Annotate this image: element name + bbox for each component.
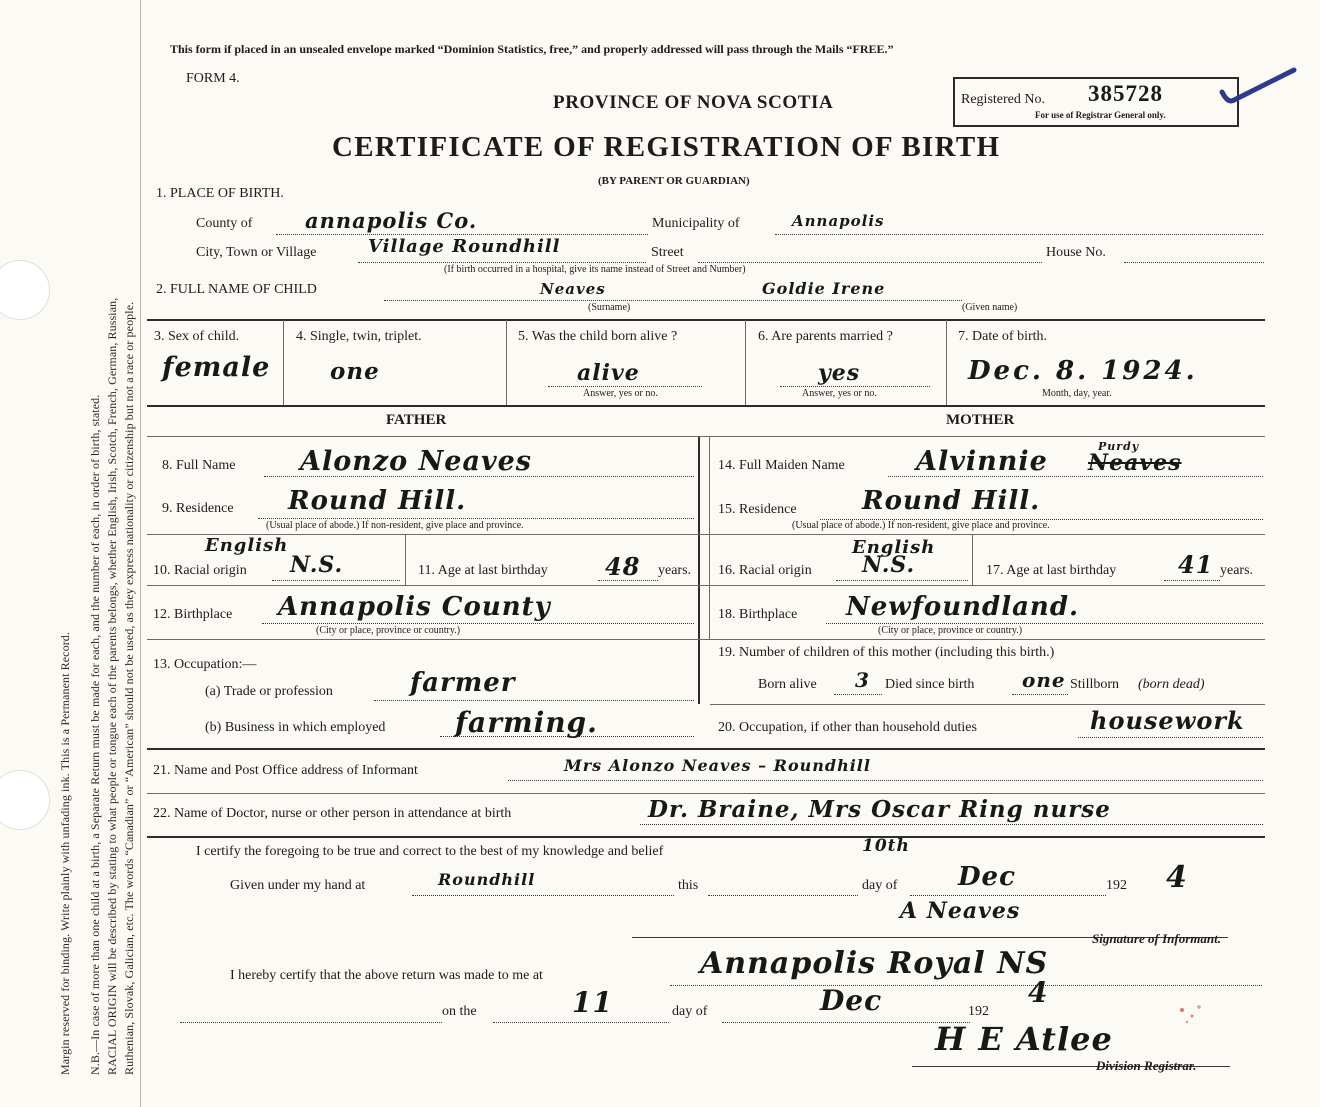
row-divider-certify xyxy=(147,836,1265,838)
province-heading: PROVINCE OF NOVA SCOTIA xyxy=(553,92,834,113)
registered-note: For use of Registrar General only. xyxy=(1035,110,1166,120)
row-divider-informant xyxy=(147,748,1265,750)
surname-note: (Surname) xyxy=(588,302,631,313)
mother-racial-value: N.S. xyxy=(862,552,916,578)
certify-day-suffix: 10th xyxy=(862,836,910,856)
father-racial-divider xyxy=(405,535,406,585)
registrar-statement: I hereby certify that the above return was made to me at xyxy=(230,968,543,983)
sex-label: 3. Sex of child. xyxy=(154,329,240,344)
margin-racial-note: RACIAL ORIGIN will be described by stating to what people or tongue each of the parents belongs, whether English, Irish, Scotch, French, German, Russian, xyxy=(105,297,119,1075)
municipality-label: Municipality of xyxy=(652,216,740,231)
mother-occupation-line xyxy=(1078,737,1263,738)
mother-name-value: Alvinnie xyxy=(916,446,1048,477)
row-divider-occupation xyxy=(147,639,1265,640)
child-surname: Neaves xyxy=(540,280,606,298)
mother-residence-label: 15. Residence xyxy=(718,502,797,517)
place-section-label: 1. PLACE OF BIRTH. xyxy=(156,186,284,201)
mother-racial-line xyxy=(836,580,968,581)
city-value: Village Roundhill xyxy=(368,236,561,257)
municipality-line xyxy=(775,234,1263,235)
dob-value: Dec. 8. 1924. xyxy=(968,356,1198,386)
on-the-label: on the xyxy=(442,1004,477,1019)
mother-years: years. xyxy=(1220,563,1254,578)
stillborn-note: (born dead) xyxy=(1138,677,1205,692)
married-line xyxy=(780,386,930,387)
informant-label: 21. Name and Post Office address of Informant xyxy=(153,763,418,778)
mother-name-correction: Purdy xyxy=(1098,440,1140,453)
child-name-line xyxy=(384,300,962,301)
mother-racial-divider xyxy=(972,535,973,585)
registrar-signature-label: Division Registrar. xyxy=(1096,1058,1197,1073)
born-alive-line xyxy=(834,694,882,695)
mother-birthplace-label: 18. Birthplace xyxy=(718,607,798,622)
plurality-label: 4. Single, twin, triplet. xyxy=(296,329,422,344)
father-racial-above: English xyxy=(205,535,289,556)
certify-year-prefix: 192 xyxy=(1106,878,1127,893)
registrar-day-value: 11 xyxy=(572,986,613,1019)
municipality-value: Annapolis xyxy=(792,212,885,230)
red-stamp-mark xyxy=(1172,998,1212,1028)
col-divider-4 xyxy=(946,320,947,406)
row-divider-doctor xyxy=(147,793,1265,794)
doctor-label: 22. Name of Doctor, nurse or other person in attendance at birth xyxy=(153,806,512,821)
married-note: Answer, yes or no. xyxy=(802,388,877,399)
mother-age-value: 41 xyxy=(1178,550,1214,579)
given-under-label: Given under my hand at xyxy=(230,878,366,893)
alive-line xyxy=(548,386,702,387)
mother-racial-label: 16. Racial origin xyxy=(718,563,812,578)
mother-occupation-rule xyxy=(710,704,1265,705)
registrar-year-prefix: 192 xyxy=(968,1004,989,1019)
child-name-label: 2. FULL NAME OF CHILD xyxy=(156,282,317,297)
born-alive-value: 3 xyxy=(855,668,870,692)
street-label: Street xyxy=(651,245,684,260)
parents-divider-inner xyxy=(709,436,710,639)
mail-notice: This form if placed in an unsealed envelope marked “Dominion Statistics, free,” and properly addressed will pass through the Mails “FREE.” xyxy=(170,42,894,56)
certify-month-value: Dec xyxy=(958,862,1016,892)
stillborn-label: Stillborn xyxy=(1070,677,1120,692)
house-label: House No. xyxy=(1046,245,1106,260)
father-age-label: 11. Age at last birthday xyxy=(418,563,548,578)
mother-birthplace-value: Newfoundland. xyxy=(846,592,1080,622)
died-label: Died since birth xyxy=(885,677,975,692)
row-divider-top xyxy=(147,319,1265,321)
registrar-place-value: Annapolis Royal NS xyxy=(700,946,1049,981)
father-residence-label: 9. Residence xyxy=(162,501,234,516)
dob-note: Month, day, year. xyxy=(1042,388,1112,399)
margin-nb-note: N.B.—In case of more than one child at a birth, a Separate Return must be made for each, and the number of each, in order of birth, stated. xyxy=(88,394,102,1075)
trade-label: (a) Trade or profession xyxy=(205,684,333,699)
father-age-value: 48 xyxy=(605,552,641,581)
registered-label: Registered No. xyxy=(961,92,1045,107)
father-birthplace-note: (City or place, province or country.) xyxy=(316,625,461,636)
county-label: County of xyxy=(196,216,253,231)
col-divider-2 xyxy=(506,320,507,406)
street-line xyxy=(698,262,1042,263)
mother-occupation-value: housework xyxy=(1090,706,1245,735)
married-value: yes xyxy=(818,360,861,386)
house-line xyxy=(1124,262,1264,263)
mother-racial-above: English xyxy=(852,537,936,558)
alive-value: alive xyxy=(577,360,640,386)
margin-racial-note-2: Ruthenian, Slovak, Galician, etc. The words “Canadian” or “American” should not be used, as they express nationality or citizenship but not a race or people. xyxy=(122,301,136,1075)
informant-signature: A Neaves xyxy=(900,898,1021,924)
mother-header: MOTHER xyxy=(946,412,1015,428)
father-racial-label: 10. Racial origin xyxy=(153,563,247,578)
died-line xyxy=(1012,694,1068,695)
informant-line xyxy=(508,780,1263,781)
mother-age-label: 17. Age at last birthday xyxy=(986,563,1117,578)
child-given-name: Goldie Irene xyxy=(762,279,886,298)
father-name-label: 8. Full Name xyxy=(162,458,236,473)
father-racial-value: N.S. xyxy=(290,552,344,578)
children-label: 19. Number of children of this mother (including this birth.) xyxy=(718,645,1055,660)
registrar-day-of-label: day of xyxy=(672,1004,708,1019)
plurality-value: one xyxy=(330,358,380,385)
registrar-month-value: Dec xyxy=(820,984,883,1017)
business-label: (b) Business in which employed xyxy=(205,720,386,735)
registered-number: 385728 xyxy=(1088,81,1163,106)
row-divider-racial xyxy=(147,534,1265,535)
form-number: FORM 4. xyxy=(186,71,240,86)
mother-name-struck: Neaves xyxy=(1088,450,1182,476)
margin-binding-note: Margin reserved for binding. Write plainly with unfading ink. This is a Permanent Record. xyxy=(58,632,72,1075)
given-place-line xyxy=(412,895,674,896)
mother-age-line xyxy=(1164,580,1220,581)
county-line xyxy=(276,234,648,235)
mother-birthplace-line xyxy=(826,623,1263,624)
married-label: 6. Are parents married ? xyxy=(758,329,893,344)
died-value: one xyxy=(1022,668,1066,692)
sex-value: female xyxy=(162,352,271,383)
parents-divider xyxy=(698,436,700,704)
business-value: farming. xyxy=(455,706,598,739)
parents-header-rule xyxy=(147,436,1265,437)
father-residence-line xyxy=(258,518,694,519)
father-years: years. xyxy=(658,563,692,578)
alive-label: 5. Was the child born alive ? xyxy=(518,329,678,344)
mother-occupation-label: 20. Occupation, if other than household duties xyxy=(718,720,977,735)
registrar-month-line xyxy=(722,1022,970,1023)
father-occupation-label: 13. Occupation:— xyxy=(153,657,257,672)
registrar-place-line xyxy=(670,985,1262,986)
certify-statement: I certify the foregoing to be true and correct to the best of my knowledge and belief xyxy=(196,844,664,859)
col-divider-3 xyxy=(745,320,746,406)
trade-line xyxy=(374,700,694,701)
mother-residence-note: (Usual place of abode.) If non-resident, give place and province. xyxy=(792,520,1050,531)
father-racial-line xyxy=(272,580,400,581)
doctor-value: Dr. Braine, Mrs Oscar Ring nurse xyxy=(648,796,1111,823)
father-residence-note: (Usual place of abode.) If non-resident, give place and province. xyxy=(266,520,524,531)
city-label: City, Town or Village xyxy=(196,245,317,260)
father-header: FATHER xyxy=(386,412,447,428)
father-birthplace-label: 12. Birthplace xyxy=(153,607,233,622)
day-of-label: day of xyxy=(862,878,898,893)
this-line xyxy=(708,895,858,896)
father-name-value: Alonzo Neaves xyxy=(300,446,533,477)
row-divider-parents xyxy=(147,405,1265,407)
registrar-left-line xyxy=(180,1022,442,1023)
father-birthplace-line xyxy=(262,623,694,624)
trade-value: farmer xyxy=(410,668,516,698)
check-mark-icon xyxy=(1218,64,1300,108)
given-place-value: Roundhill xyxy=(438,870,536,889)
doctor-line xyxy=(640,824,1263,825)
informant-value: Mrs Alonzo Neaves – Roundhill xyxy=(564,756,871,775)
registrar-day-line xyxy=(493,1022,669,1023)
informant-signature-label: Signature of Informant. xyxy=(1092,931,1221,946)
dob-label: 7. Date of birth. xyxy=(958,329,1048,344)
row-divider-birthplace xyxy=(147,585,1265,586)
registrar-year-value: 4 xyxy=(1028,976,1049,1009)
given-note: (Given name) xyxy=(962,302,1018,313)
hospital-note: (If birth occurred in a hospital, give its name instead of Street and Number) xyxy=(444,264,746,275)
col-divider-1 xyxy=(283,320,284,406)
father-birthplace-value: Annapolis County xyxy=(278,592,551,622)
certify-year-value: 4 xyxy=(1166,860,1188,895)
mother-residence-value: Round Hill. xyxy=(862,486,1041,516)
mother-birthplace-note: (City or place, province or country.) xyxy=(878,625,1023,636)
mother-name-label: 14. Full Maiden Name xyxy=(718,458,845,473)
father-residence-value: Round Hill. xyxy=(288,486,467,516)
registrar-signature: H E Atlee xyxy=(935,1020,1113,1058)
county-value: annapolis Co. xyxy=(305,208,478,233)
page-subtitle: (BY PARENT OR GUARDIAN) xyxy=(598,175,750,187)
alive-note: Answer, yes or no. xyxy=(583,388,658,399)
born-alive-label: Born alive xyxy=(758,677,817,692)
this-label: this xyxy=(678,878,699,893)
month-line xyxy=(910,895,1106,896)
city-line xyxy=(358,262,646,263)
page-title: CERTIFICATE OF REGISTRATION OF BIRTH xyxy=(332,131,1001,163)
